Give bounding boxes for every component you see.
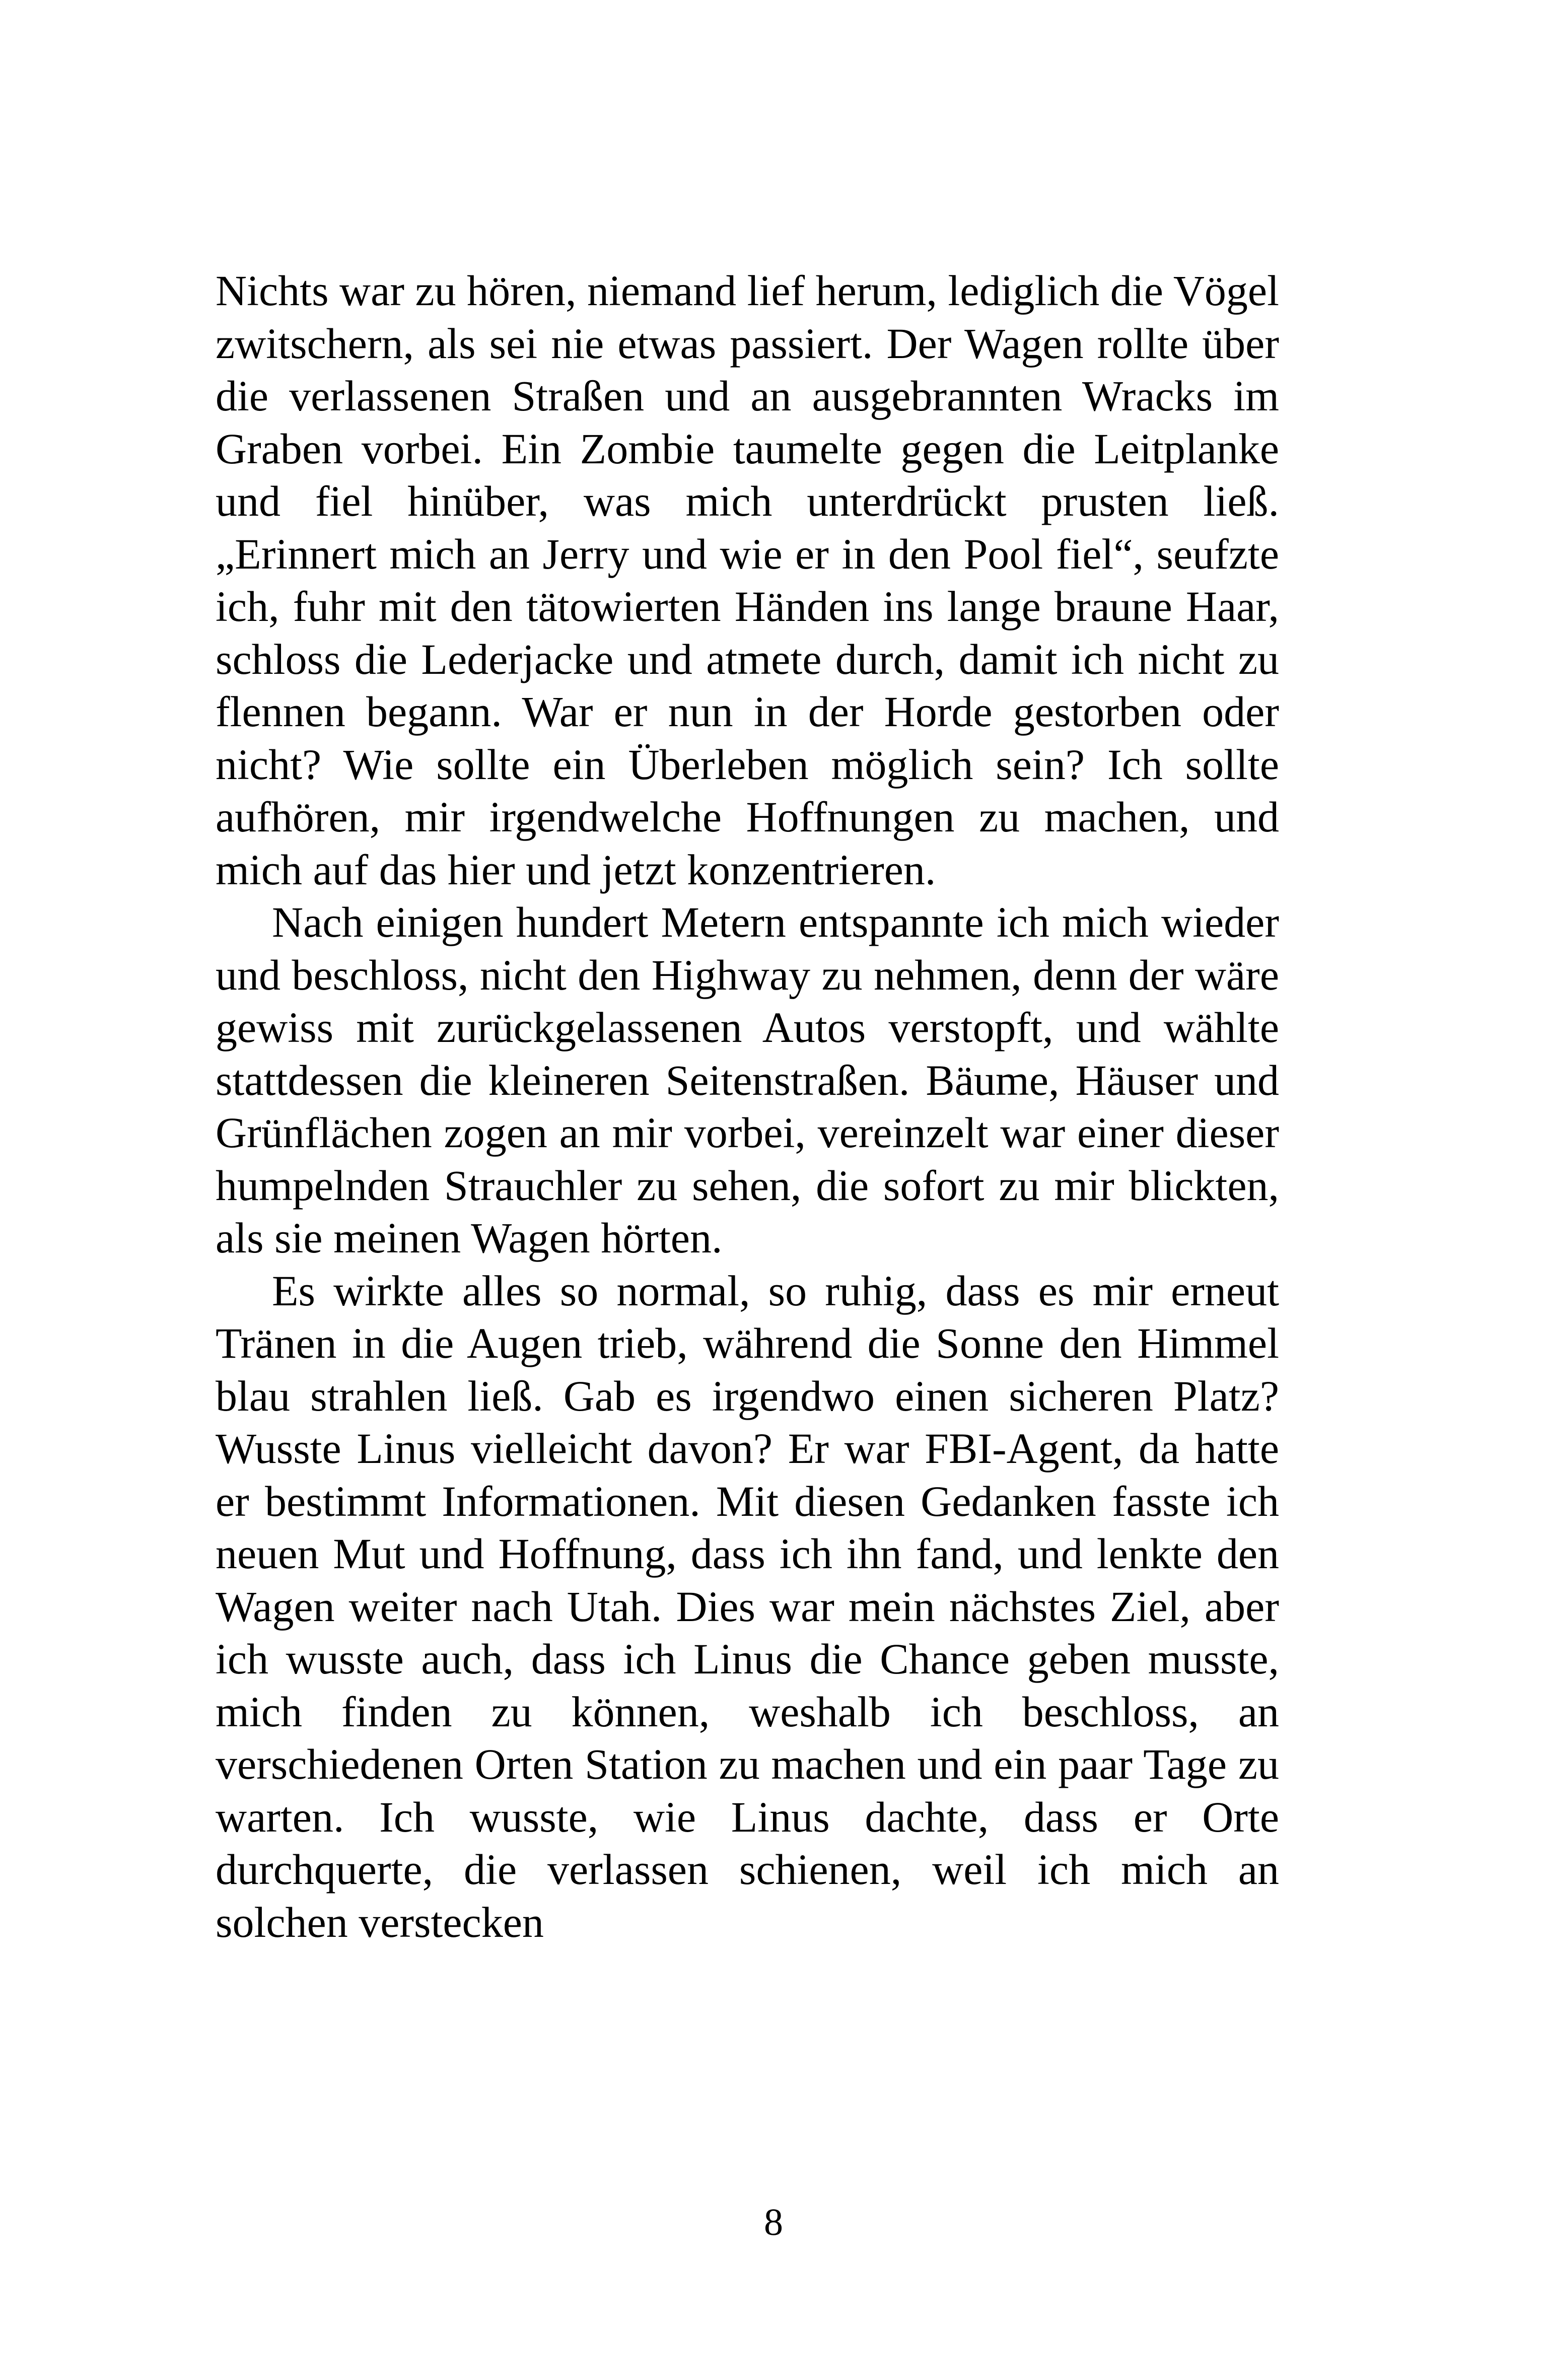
paragraph-3: Es wirkte alles so normal, so ruhig, dass es mir erneut Tränen in die Augen trieb, während die Sonne den Himmel blau strahlen ließ. Gab es irgendwo einen sicheren Platz? Wusste Linus vielleicht davon? Er war FBI-Agent, da hatte er bestimmt Informationen. Mit diesen Gedanken fasste ich neuen Mut und Hoffnung, dass ich ihn fand, und lenkte den Wagen weiter nach Utah. Dies war mein nächstes Ziel, aber ich wusste auch, dass ich Linus die Chance geben musste, mich finden zu können, weshalb ich beschloss, an verschiedenen Orten Station zu machen und ein paar Tage zu warten. Ich wusste, wie Linus dachte, dass er Orte durchquerte, die verlassen schienen, weil ich mich an solchen verstecken bbox=[216, 1266, 1279, 1946]
paragraph-1: Nichts war zu hören, niemand lief herum, lediglich die Vögel zwitschern, als sei nie etwas passiert. Der Wagen rollte über die verlassenen Straßen und an ausgebrannten Wracks im Graben vorbei. Ein Zombie taumelte gegen die Leitplanke und fiel hinüber, was mich unterdrückt prusten ließ. „Erinnert mich an Jerry und wie er in den Pool fiel“, seufzte ich, fuhr mit den tätowierten Händen ins lange braune Haar, schloss die Lederjacke und atmete durch, damit ich nicht zu flennen begann. War er nun in der Horde gestorben oder nicht? Wie sollte ein Überleben möglich sein? Ich sollte aufhören, mir irgendwelche Hoffnungen zu machen, und mich auf das hier und jetzt konzentrieren. bbox=[216, 266, 1279, 894]
page-number: 8 bbox=[764, 2201, 783, 2244]
paragraph-2: Nach einigen hundert Metern entspannte ich mich wieder und beschloss, nicht den Highway zu nehmen, denn der wäre gewiss mit zurückgelassenen Autos verstopft, und wählte stattdessen die kleineren Seitenstraßen. Bäume, Häuser und Grünflächen zogen an mir vorbei, vereinzelt war einer dieser humpelnden Strauchler zu sehen, die sofort zu mir blickten, als sie meinen Wagen hörten. bbox=[216, 898, 1279, 1262]
body-text bbox=[216, 264, 1279, 1948]
